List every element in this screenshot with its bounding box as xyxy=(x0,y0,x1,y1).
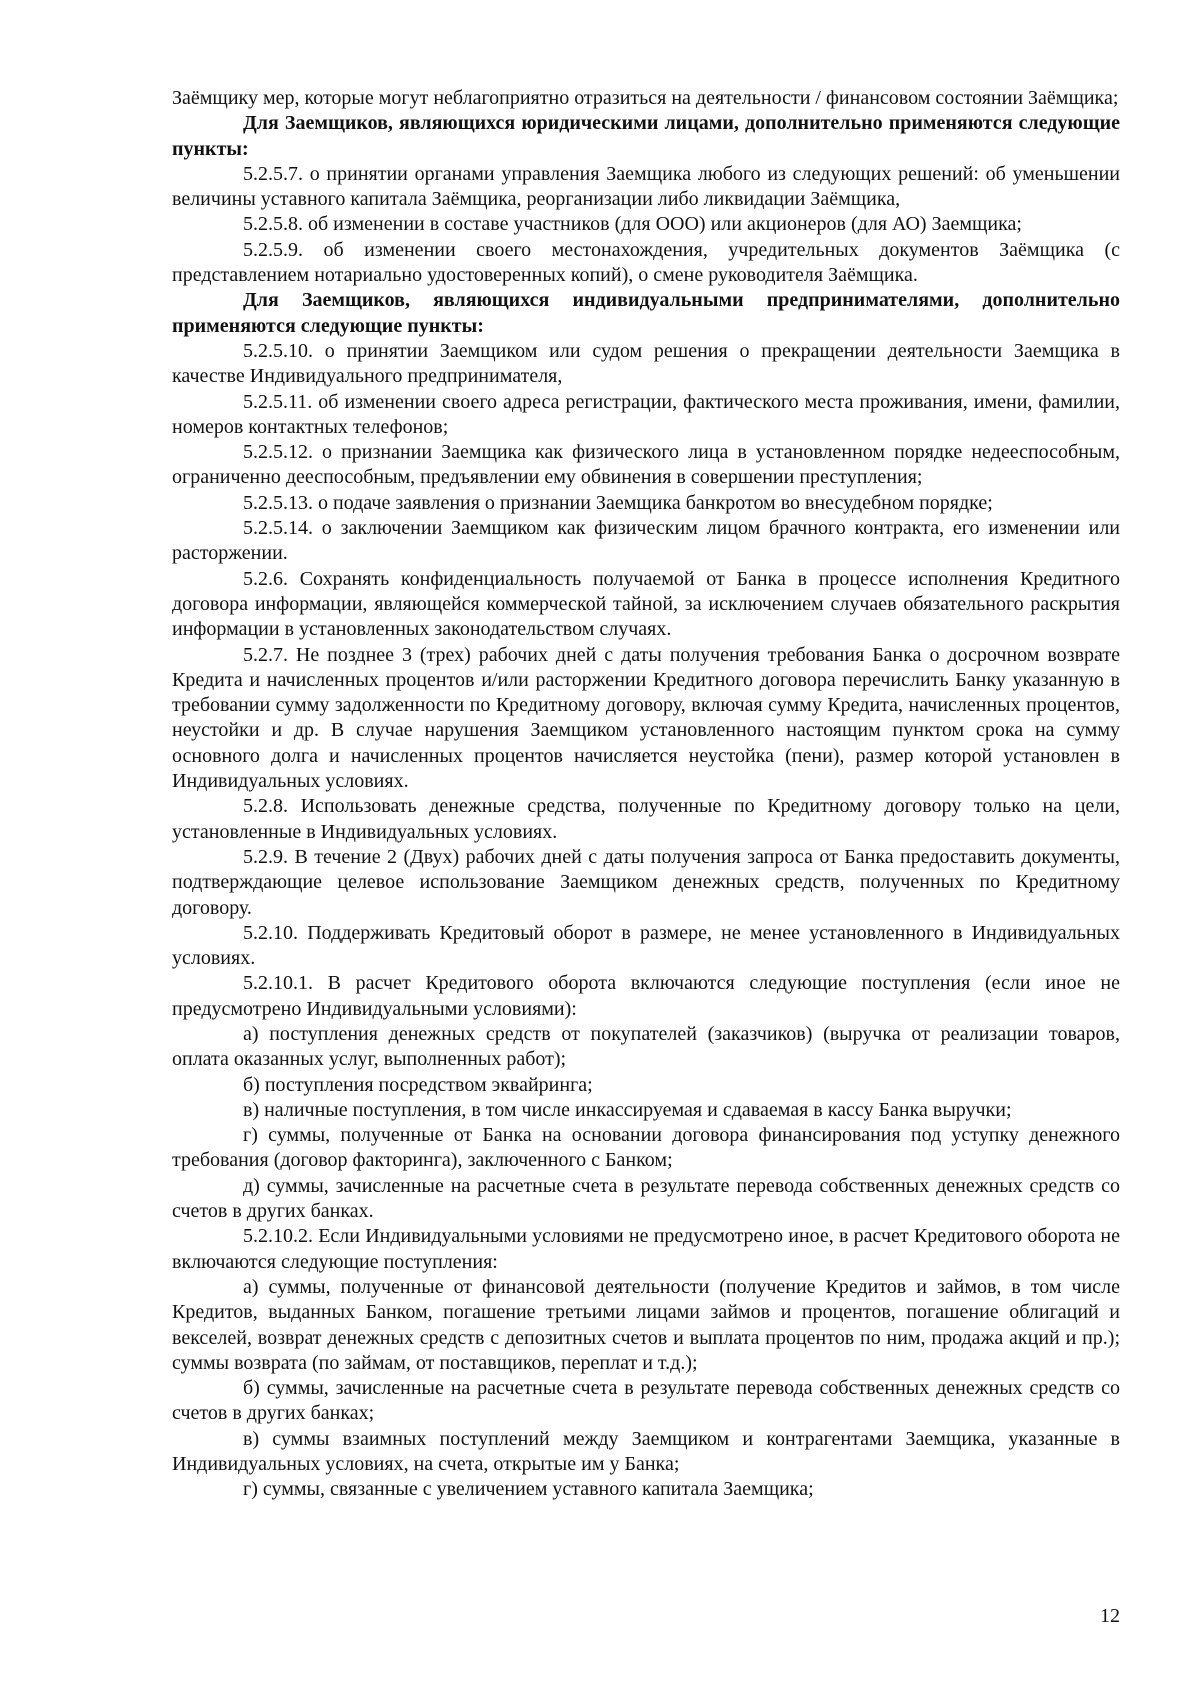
section-heading: Для Заемщиков, являющихся юридическими лицами, дополнительно применяются следующие пункты: xyxy=(172,112,1120,160)
paragraph: г) суммы, связанные с увеличением уставного капитала Заемщика; xyxy=(243,1478,814,1501)
paragraph: а) поступления денежных средств от покупателей (заказчиков) (выручка от реализации товаров, оплата оказанных услуг, выполненных работ); xyxy=(172,1022,1120,1071)
paragraph: б) поступления посредством эквайринга; xyxy=(243,1073,593,1096)
paragraph: 5.2.7. Не позднее 3 (трех) рабочих дней с даты получения требования Банка о досрочном возврате Кредита и начисленных процентов и/или расторжении Кредитного договора перечислить Банку указанную в требовании сумму задолженности по Кредитному договору, включая сумму Кредита, начисленных процентов, неустойки и др. В случае нарушения Заемщиком установленного настоящим пунктом срока на сумму основного долга и начисленных процентов начисляется неустойка (пени), размер которой установлен в Индивидуальных условиях. xyxy=(172,643,1120,793)
paragraph: а) суммы, полученные от финансовой деятельности (получение Кредитов и займов, в том числе Кредитов, выданных Банком, погашение третьими лицами займов и процентов, погашение облигаций и векселей, возврат денежных средств с депозитных счетов и выплата процентов по ним, продажа акций и пр.); суммы возврата (по займам, от поставщиков, переплат и т.д.); xyxy=(172,1275,1120,1374)
paragraph: 5.2.9. В течение 2 (Двух) рабочих дней с даты получения запроса от Банка предоставить документы, подтверждающие целевое использование Заемщиком денежных средств, полученных по Кредитному договору. xyxy=(172,845,1120,919)
document-body xyxy=(172,86,1120,1503)
section-heading: Для Заемщиков, являющихся индивидуальными предпринимателями, дополнительно применяются следующие пункты: xyxy=(172,289,1120,337)
paragraph: 5.2.5.12. о признании Заемщика как физического лица в установленном порядке недееспособным, ограниченно дееспособным, предъявлении ему обвинения в совершении преступления; xyxy=(172,441,1120,489)
paragraph: 5.2.10. Поддерживать Кредитовый оборот в размере, не менее установленного в Индивидуальных условиях. xyxy=(172,921,1120,970)
paragraph: д) суммы, зачисленные на расчетные счета в результате перевода собственных денежных средств со счетов в других банках. xyxy=(172,1174,1120,1223)
paragraph: г) суммы, полученные от Банка на основании договора финансирования под уступку денежного требования (договор факторинга), заключенного с Банком; xyxy=(172,1124,1120,1172)
paragraph: 5.2.5.14. о заключении Заемщиком как физическим лицом брачного контракта, его изменении или расторжении. xyxy=(172,517,1120,565)
page-number: 12 xyxy=(1100,1605,1120,1627)
paragraph: 5.2.6. Сохранять конфиденциальность получаемой от Банка в процессе исполнения Кредитного договора информации, являющейся коммерческой тайной, за исключением случаев обязательного раскрытия информации в установленных законодательством случаях. xyxy=(172,567,1120,641)
paragraph: 5.2.5.9. об изменении своего местонахождения, учредительных документов Заёмщика (с представлением нотариально удостоверенных копий), о смене руководителя Заёмщика. xyxy=(172,238,1120,287)
paragraph: 5.2.5.11. об изменении своего адреса регистрации, фактического места проживания, имени, фамилии, номеров контактных телефонов; xyxy=(172,390,1120,438)
paragraph: б) суммы, зачисленные на расчетные счета в результате перевода собственных денежных средств со счетов в других банках; xyxy=(172,1377,1120,1425)
paragraph: 5.2.5.10. о принятии Заемщиком или судом решения о прекращении деятельности Заемщика в качестве Индивидуального предпринимателя, xyxy=(172,339,1120,388)
paragraph: Заёмщику мер, которые могут неблагоприятно отразиться на деятельности / финансовом состоянии Заёмщика; xyxy=(172,87,1119,109)
paragraph: в) наличные поступления, в том числе инкассируемая и сдаваемая в кассу Банка выручки; xyxy=(243,1098,1012,1121)
paragraph: в) суммы взаимных поступлений между Заемщиком и контрагентами Заемщика, указанные в Индивидуальных условиях, на счета, открытые им у Банка; xyxy=(172,1427,1120,1476)
paragraph: 5.2.10.2. Если Индивидуальными условиями не предусмотрено иное, в расчет Кредитового оборота не включаются следующие поступления: xyxy=(172,1225,1120,1273)
paragraph: 5.2.5.7. о принятии органами управления Заемщика любого из следующих решений: об уменьшении величины уставного капитала Заёмщика, реорганизации либо ликвидации Заёмщика, xyxy=(172,162,1120,211)
paragraph: 5.2.8. Использовать денежные средства, полученные по Кредитному договору только на цели, установленные в Индивидуальных условиях. xyxy=(172,795,1120,843)
paragraph: 5.2.5.8. об изменении в составе участников (для ООО) или акционеров (для АО) Заемщика; xyxy=(243,213,1022,236)
paragraph: 5.2.5.13. о подаче заявления о признании Заемщика банкротом во внесудебном порядке; xyxy=(243,491,993,514)
paragraph: 5.2.10.1. В расчет Кредитового оборота включаются следующие поступления (если иное не предусмотрено Индивидуальными условиями): xyxy=(172,972,1120,1020)
